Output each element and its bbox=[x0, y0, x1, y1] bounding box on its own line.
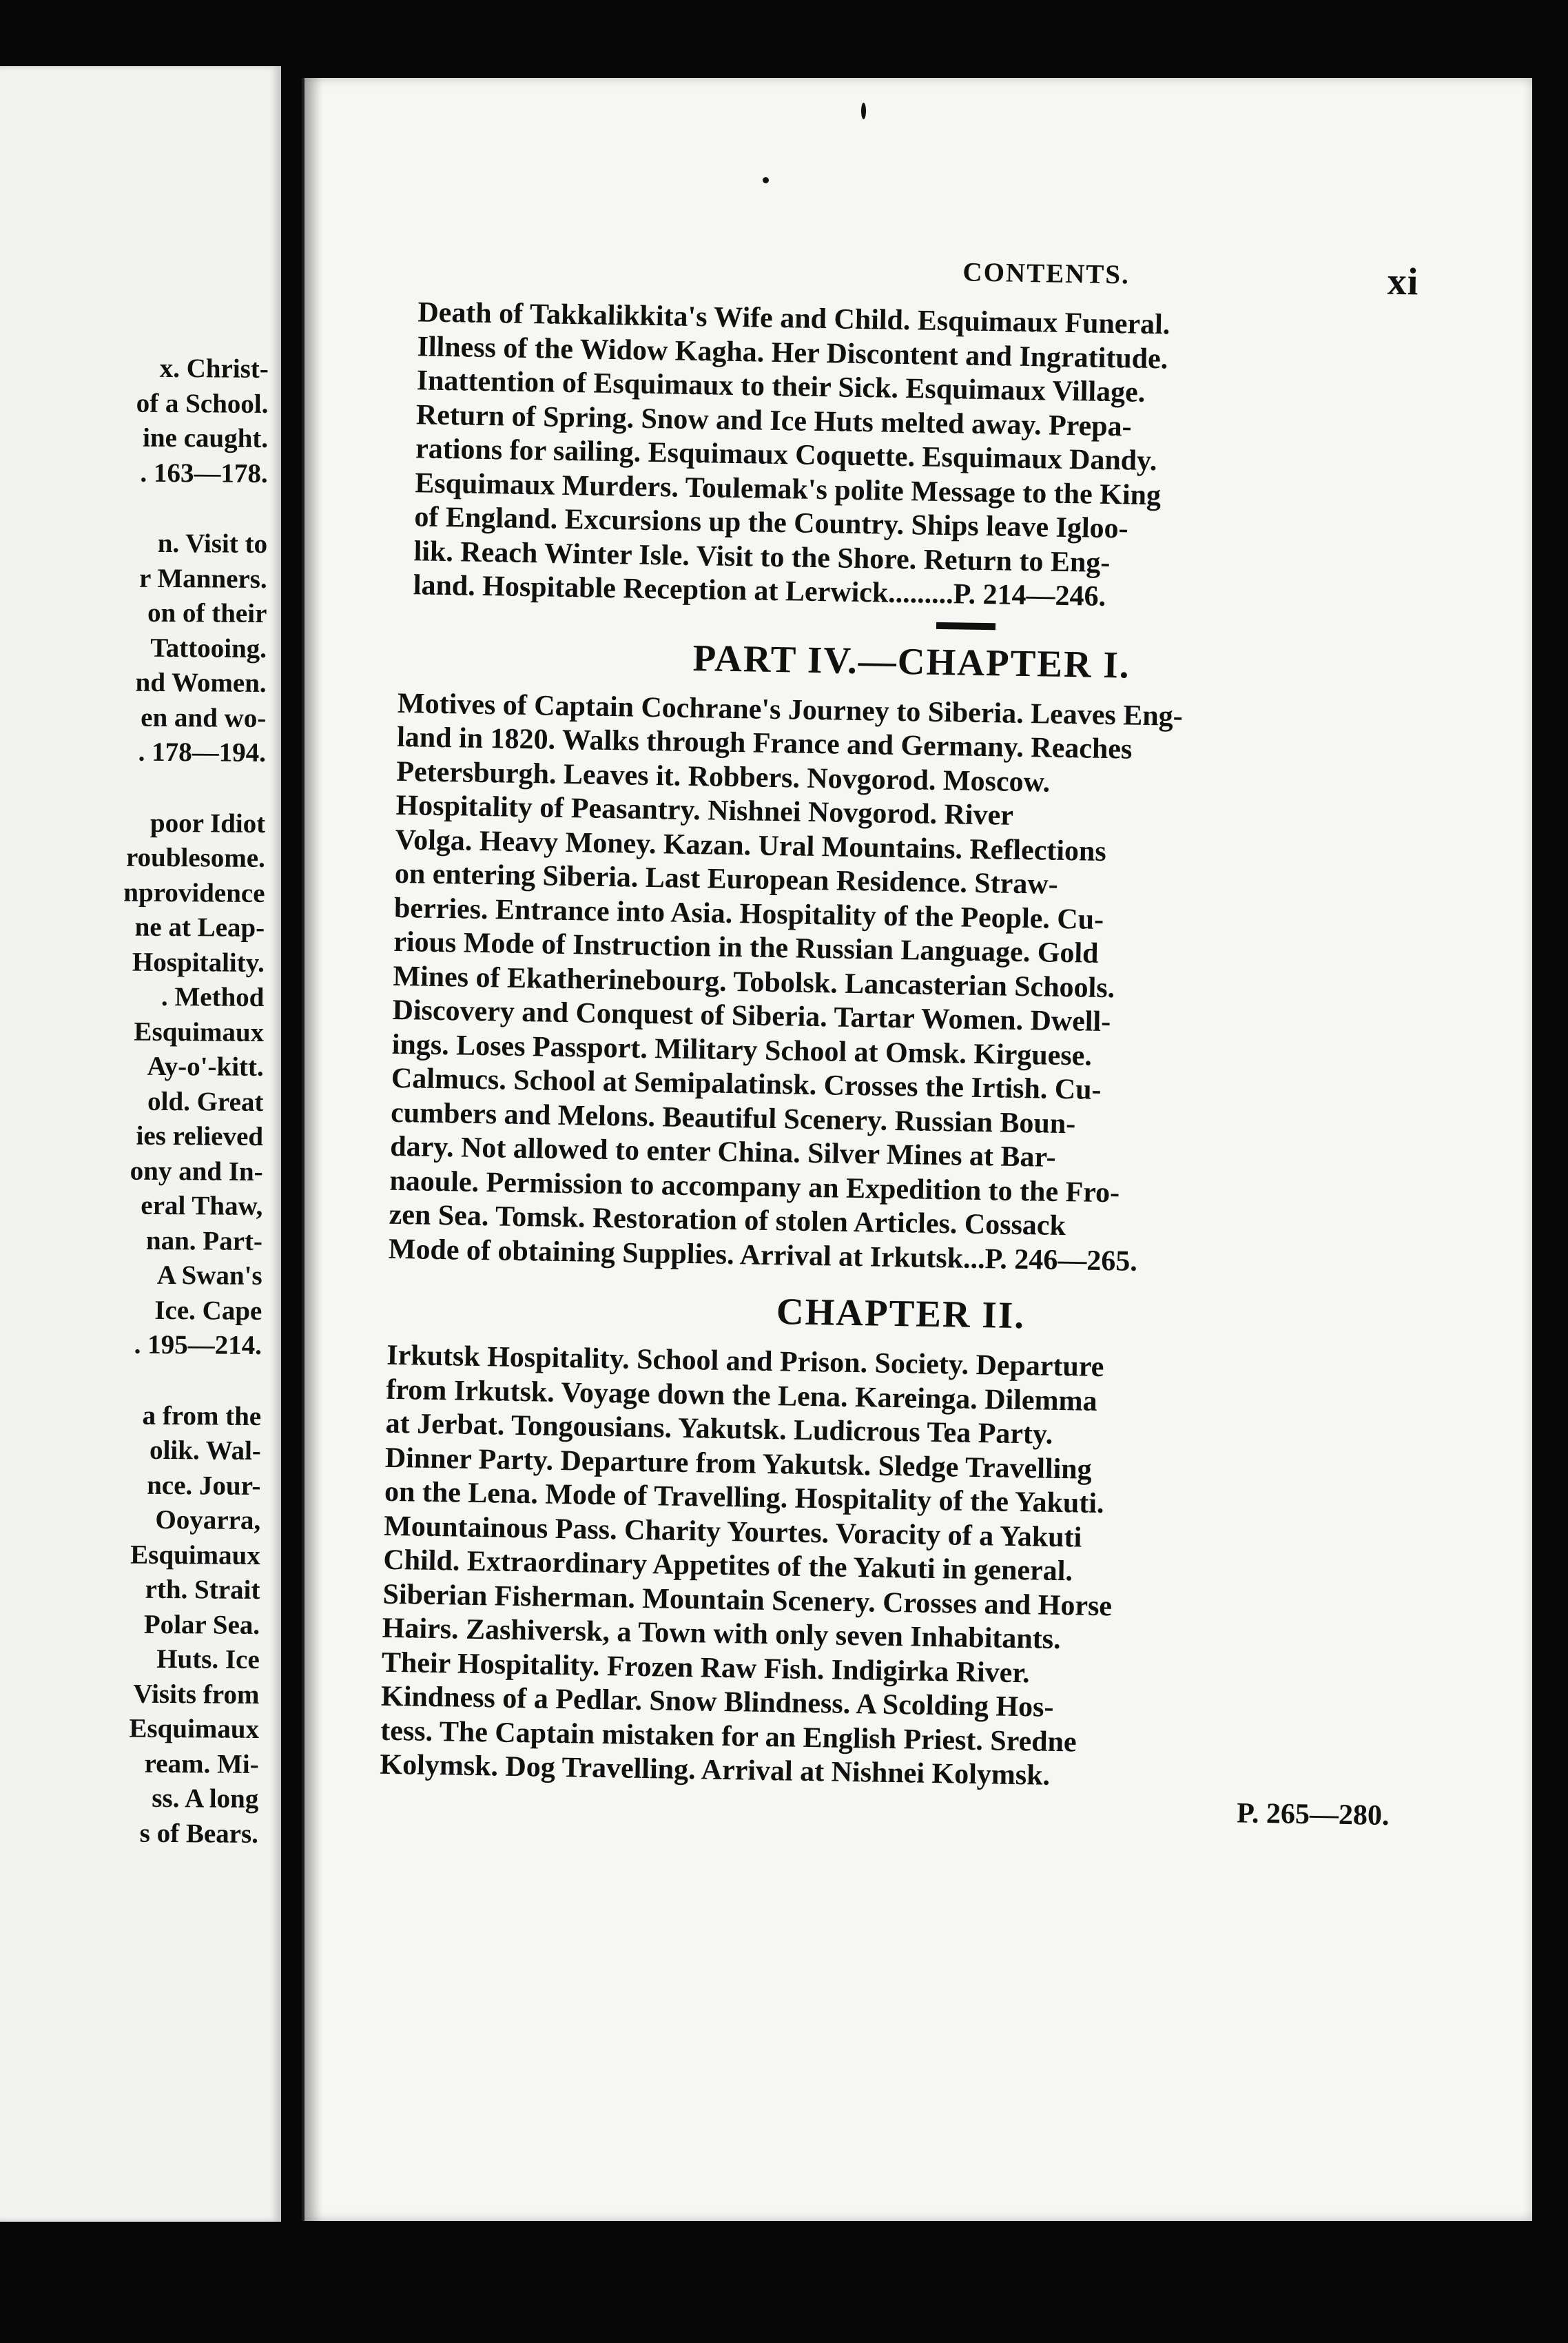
left-page-line: ss. A long bbox=[152, 1783, 259, 1814]
contents-line: Mines of Ekatherinebourg. Tobolsk. Lancasterian Schools. bbox=[393, 960, 1115, 1004]
left-page-line: poor Idiot bbox=[149, 808, 266, 839]
contents-line: tess. The Captain mistaken for an English Priest. Sredne bbox=[380, 1715, 1077, 1758]
contents-line: Siberian Fisherman. Mountain Scenery. Crosses and Horse bbox=[382, 1578, 1113, 1622]
left-page-line: s of Bears. bbox=[139, 1818, 259, 1849]
contents-line: Kindness of a Pedlar. Snow Blindness. A Scolding Hos- bbox=[380, 1680, 1054, 1723]
left-page-line: nprovidence bbox=[123, 877, 265, 908]
contents-line: dary. Not allowed to enter China. Silver Mines at Bar- bbox=[389, 1130, 1056, 1174]
contents-text-block bbox=[379, 247, 1432, 1833]
chapter-two-heading: CHAPTER II. bbox=[776, 1290, 1026, 1337]
section-rule bbox=[936, 622, 996, 629]
contents-line: Esquimaux Murders. Toulemak's polite Message to the King bbox=[414, 467, 1162, 511]
left-page-line: Esquimaux bbox=[130, 1539, 260, 1570]
line-gap bbox=[0, 769, 266, 807]
left-page-line: eral Thaw, bbox=[141, 1190, 263, 1221]
left-page-line: Hospitality. bbox=[132, 947, 265, 978]
contents-line: at Jerbat. Tongousians. Yakutsk. Ludicrous Tea Party. bbox=[385, 1407, 1053, 1451]
part-four-chapter-one bbox=[388, 631, 1425, 1283]
left-page-line: of a School. bbox=[136, 388, 269, 419]
left-page-line: nce. Jour- bbox=[147, 1470, 261, 1501]
contents-line: Hairs. Zashiversk, a Town with only seven Inhabitants. bbox=[382, 1612, 1061, 1656]
contents-line: Discovery and Conquest of Siberia. Tartar Women. Dwell- bbox=[392, 994, 1111, 1039]
left-page-line: Esquimaux bbox=[129, 1713, 260, 1744]
contents-line: zen Sea. Tomsk. Restoration of stolen Articles. Cossack bbox=[389, 1198, 1066, 1242]
contents-line: Kolymsk. Dog Travelling. Arrival at Nishnei Kolymsk. bbox=[380, 1748, 1051, 1792]
left-page-line: ine caught. bbox=[142, 422, 269, 453]
contents-line: Petersburgh. Leaves it. Robbers. Novgorod. Moscow. bbox=[396, 755, 1051, 799]
contents-line: on entering Siberia. Last European Residence. Straw- bbox=[394, 857, 1059, 901]
left-page-line: n. Visit to bbox=[157, 528, 268, 559]
contents-line: Dinner Party. Departure from Yakutsk. Sledge Travelling bbox=[384, 1442, 1093, 1486]
chapter-two bbox=[379, 1283, 1414, 1834]
contents-line: Return of Spring. Snow and Ice Huts melted away. Prepa- bbox=[415, 398, 1132, 443]
chapter-two-summary bbox=[380, 1339, 1406, 1799]
left-page-line: old. Great bbox=[147, 1086, 264, 1117]
contents-line: Death of Takkalikkita's Wife and Child. Esquimaux Funeral. bbox=[417, 296, 1170, 341]
contents-line: Illness of the Widow Kagha. Her Discontent and Ingratitude. bbox=[417, 330, 1168, 375]
left-page-line: r Manners. bbox=[138, 563, 267, 594]
left-page-line: x. Christ- bbox=[159, 353, 269, 384]
page-number: xi bbox=[1387, 260, 1419, 304]
contents-line: of England. Excursions up the Country. Ships leave Igloo- bbox=[414, 501, 1128, 545]
left-page-line: . 163—178. bbox=[140, 458, 268, 489]
left-page-line: ony and In- bbox=[130, 1156, 263, 1187]
contents-line: lik. Reach Winter Isle. Visit to the Shore. Return to Eng- bbox=[413, 535, 1111, 579]
left-page-line: on of their bbox=[147, 597, 267, 628]
left-page-line: . Method bbox=[161, 981, 265, 1012]
left-page-line: . 178—194. bbox=[138, 737, 267, 768]
contents-line: on the Lena. Mode of Travelling. Hospitality of the Yakuti. bbox=[384, 1475, 1104, 1520]
left-page-line: nan. Part- bbox=[145, 1225, 263, 1256]
left-page-line: Visits from bbox=[133, 1679, 260, 1710]
chapter-two-pages: P. 265—280. bbox=[1236, 1797, 1390, 1832]
contents-line: rious Mode of Instruction in the Russian Language. Gold bbox=[393, 925, 1099, 970]
left-page-line: Ooyarra, bbox=[155, 1504, 261, 1535]
contents-line: Hospitality of Peasantry. Nishnei Novgorod. River bbox=[395, 789, 1014, 832]
left-page-line: ne at Leap- bbox=[134, 912, 265, 943]
left-page-line: A Swan's bbox=[156, 1260, 262, 1291]
left-page-line: nd Women. bbox=[135, 667, 267, 698]
left-page-fragment bbox=[0, 66, 281, 2222]
left-page-line: rth. Strait bbox=[145, 1574, 260, 1605]
left-page-line: Tattooing. bbox=[150, 633, 267, 664]
contents-line: naoule. Permission to accompany an Expedition to the Fro- bbox=[389, 1165, 1120, 1209]
left-page-line: Polar Sea. bbox=[143, 1609, 260, 1640]
ink-speck bbox=[763, 177, 769, 183]
left-page-line: en and wo- bbox=[141, 702, 267, 733]
left-page-line: . 195—214. bbox=[134, 1329, 262, 1360]
part-four-heading: PART IV.—CHAPTER I. bbox=[692, 636, 1131, 686]
left-page-line: roublesome. bbox=[125, 842, 266, 873]
contents-line: berries. Entrance into Asia. Hospitality of the People. Cu- bbox=[393, 892, 1104, 936]
contents-line: Inattention of Esquimaux to their Sick. Esquimaux Village. bbox=[416, 365, 1146, 409]
left-page-line: ream. Mi- bbox=[144, 1748, 259, 1779]
line-gap bbox=[0, 489, 268, 527]
left-page-text bbox=[0, 350, 269, 1852]
left-page-line: olik. Wal- bbox=[149, 1435, 262, 1466]
contents-line: Motives of Captain Cochrane's Journey to Siberia. Leaves Eng- bbox=[397, 687, 1184, 733]
contents-line: Calmucs. School at Semipalatinsk. Crosses the Irtish. Cu- bbox=[391, 1062, 1102, 1106]
running-title: CONTENTS. bbox=[962, 257, 1131, 290]
contents-line: Irkutsk Hospitality. School and Prison. Society. Departure bbox=[386, 1339, 1104, 1384]
contents-page bbox=[302, 78, 1532, 2221]
part-four-summary bbox=[388, 686, 1424, 1283]
left-page-line: Esquimaux bbox=[134, 1016, 265, 1047]
contents-line: Child. Extraordinary Appetites of the Yakuti in general. bbox=[383, 1544, 1073, 1588]
left-page-line: a from the bbox=[142, 1400, 262, 1431]
line-gap bbox=[0, 1362, 262, 1400]
contents-line: ings. Loses Passport. Military School at Omsk. Kirguese. bbox=[391, 1028, 1093, 1072]
contents-line: land. Hospitable Reception at Lerwick.........P. 214—246. bbox=[413, 569, 1106, 613]
left-page-line: Ice. Cape bbox=[154, 1295, 262, 1326]
left-page-line: ies relieved bbox=[136, 1121, 264, 1152]
contents-line: Mode of obtaining Supplies. Arrival at Irkutsk...P. 246—265. bbox=[388, 1233, 1138, 1278]
contents-line: Their Hospitality. Frozen Raw Fish. Indigirka River. bbox=[381, 1646, 1031, 1689]
ink-speck bbox=[861, 103, 866, 119]
contents-line: cumbers and Melons. Beautiful Scenery. Russian Boun- bbox=[390, 1096, 1076, 1140]
part-three-continuation bbox=[413, 296, 1423, 620]
contents-line: Volga. Heavy Money. Kazan. Ural Mountains. Reflections bbox=[395, 823, 1107, 868]
contents-line: Mountainous Pass. Charity Yourtes. Voracity of a Yakuti bbox=[383, 1510, 1082, 1554]
left-page-line: Ay-o'-kitt. bbox=[147, 1051, 264, 1082]
left-page-line: Huts. Ice bbox=[156, 1644, 260, 1675]
contents-line: rations for sailing. Esquimaux Coquette. Esquimaux Dandy. bbox=[415, 433, 1157, 478]
contents-line: from Irkutsk. Voyage down the Lena. Kareinga. Dilemma bbox=[386, 1373, 1097, 1418]
contents-line: land in 1820. Walks through France and Germany. Reaches bbox=[396, 721, 1133, 766]
